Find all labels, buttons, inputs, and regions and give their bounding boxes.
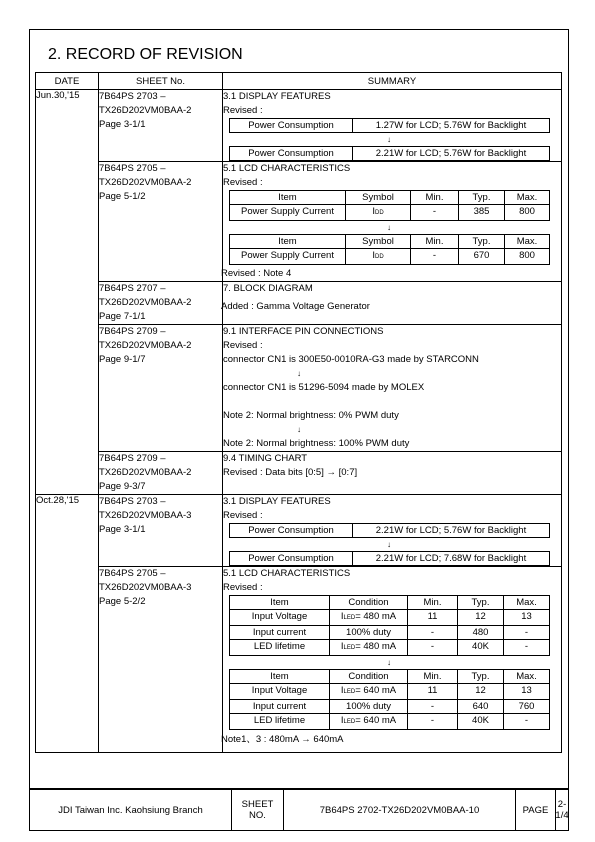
summary-cell bbox=[223, 90, 562, 162]
summary-heading: 3.1 DISPLAY FEATURES bbox=[223, 496, 331, 507]
spec-table-before: Item Symbol Min. Typ. Max. Power Supply Current IDD - 385 800 bbox=[229, 190, 550, 221]
footer-doc-number: 7B64PS 2702-TX26D202VM0BAA-10 bbox=[284, 789, 516, 831]
footer-company: JDI Taiwan Inc. Kaohsiung Branch bbox=[30, 789, 232, 831]
footer-sheet-label: SHEET NO. bbox=[232, 789, 284, 831]
arrow-down-icon: ↓ bbox=[387, 223, 391, 232]
led-table-before: Item Condition Min. Typ. Max. Input Voltage ILED= 480 mA 11 12 13 Input current 100% duty - 480 - LED lifetime ILED= 480 mA - 40K - bbox=[229, 595, 550, 656]
summary-cell bbox=[223, 452, 562, 495]
revised-label: Revised : bbox=[223, 177, 263, 188]
revision-note: Note1、3 : 480mA → 640mA bbox=[221, 734, 344, 745]
summary-cell bbox=[223, 162, 562, 282]
value-table-before: Power Consumption 1.27W for LCD; 5.76W for Backlight bbox=[229, 118, 550, 133]
summary-heading: 9.1 INTERFACE PIN CONNECTIONS bbox=[223, 326, 384, 337]
arrow-down-icon: ↓ bbox=[297, 369, 301, 378]
connector-after: connector CN1 is 51296-5094 made by MOLEX bbox=[223, 382, 425, 393]
page-title: 2. RECORD OF REVISION bbox=[48, 46, 243, 63]
revised-label: Revised : bbox=[223, 105, 263, 116]
summary-text: Revised : Data bits [0:5] → [0:7] bbox=[223, 467, 358, 478]
connector-before: connector CN1 is 300E50-0010RA-G3 made by STARCONN bbox=[223, 354, 479, 365]
sheet-no: 7B64PS 2703 – TX26D202VM0BAA-2 Page 3-1/1 bbox=[99, 90, 223, 162]
arrow-down-icon: ↓ bbox=[387, 540, 391, 549]
sheet-no: 7B64PS 2705 – TX26D202VM0BAA-3 Page 5-2/2 bbox=[99, 567, 223, 753]
arrow-down-icon: ↓ bbox=[297, 425, 301, 434]
table-row bbox=[36, 90, 562, 162]
revised-label: Revised : bbox=[223, 340, 263, 351]
table-row bbox=[36, 162, 562, 282]
table-row bbox=[36, 282, 562, 325]
revised-label: Revised : bbox=[223, 582, 263, 593]
revision-date: Jun.30,'15 bbox=[36, 90, 99, 495]
summary-heading: 9.4 TIMING CHART bbox=[223, 453, 308, 464]
value-table-before: Power Consumption 2.21W for LCD; 5.76W for Backlight bbox=[229, 523, 550, 538]
footer-page-label: PAGE bbox=[516, 789, 556, 831]
led-table-after: Item Condition Min. Typ. Max. Input Voltage ILED= 640 mA 11 12 13 Input current 100% duty - 640 760 LED lifetime ILED= 640 mA - 40K - bbox=[229, 669, 550, 730]
revision-table bbox=[35, 72, 562, 753]
sheet-no: 7B64PS 2703 – TX26D202VM0BAA-3 Page 3-1/1 bbox=[99, 495, 223, 567]
footer-page-number: 2-1/4 bbox=[555, 799, 569, 821]
summary-text: Added : Gamma Voltage Generator bbox=[221, 301, 370, 312]
table-row bbox=[36, 567, 562, 753]
header-sheet: SHEET No. bbox=[99, 73, 223, 90]
value-table-after: Power Consumption 2.21W for LCD; 5.76W for Backlight bbox=[229, 146, 550, 161]
sheet-no: 7B64PS 2709 – TX26D202VM0BAA-2 Page 9-1/7 bbox=[99, 325, 223, 452]
summary-heading: 5.1 LCD CHARACTERISTICS bbox=[223, 163, 351, 174]
spec-table-after: Item Symbol Min. Typ. Max. Power Supply Current IDD - 670 800 bbox=[229, 234, 550, 265]
summary-cell bbox=[223, 282, 562, 325]
revision-note: Revised : Note 4 bbox=[221, 268, 292, 279]
page-footer bbox=[29, 789, 569, 831]
value-table-after: Power Consumption 2.21W for LCD; 7.68W for Backlight bbox=[229, 551, 550, 566]
note-before: Note 2: Normal brightness: 0% PWM duty bbox=[223, 410, 399, 421]
summary-cell bbox=[223, 567, 562, 753]
sheet-no: 7B64PS 2709 – TX26D202VM0BAA-2 Page 9-3/7 bbox=[99, 452, 223, 495]
summary-heading: 7. BLOCK DIAGRAM bbox=[223, 283, 313, 294]
table-row bbox=[36, 325, 562, 452]
arrow-down-icon: ↓ bbox=[387, 135, 391, 144]
summary-heading: 3.1 DISPLAY FEATURES bbox=[223, 91, 331, 102]
sheet-no: 7B64PS 2707 – TX26D202VM0BAA-2 Page 7-1/1 bbox=[99, 282, 223, 325]
table-header-row bbox=[36, 73, 562, 90]
revision-date: Oct.28,'15 bbox=[36, 495, 99, 753]
note-after: Note 2: Normal brightness: 100% PWM duty bbox=[223, 438, 410, 449]
table-row bbox=[36, 495, 562, 567]
header-summary: SUMMARY bbox=[223, 73, 562, 90]
sheet-no: 7B64PS 2705 – TX26D202VM0BAA-2 Page 5-1/2 bbox=[99, 162, 223, 282]
summary-cell bbox=[223, 495, 562, 567]
table-row bbox=[36, 452, 562, 495]
summary-heading: 5.1 LCD CHARACTERISTICS bbox=[223, 568, 351, 579]
revised-label: Revised : bbox=[223, 510, 263, 521]
header-date: DATE bbox=[36, 73, 99, 90]
arrow-down-icon: ↓ bbox=[387, 658, 391, 667]
summary-cell bbox=[223, 325, 562, 452]
